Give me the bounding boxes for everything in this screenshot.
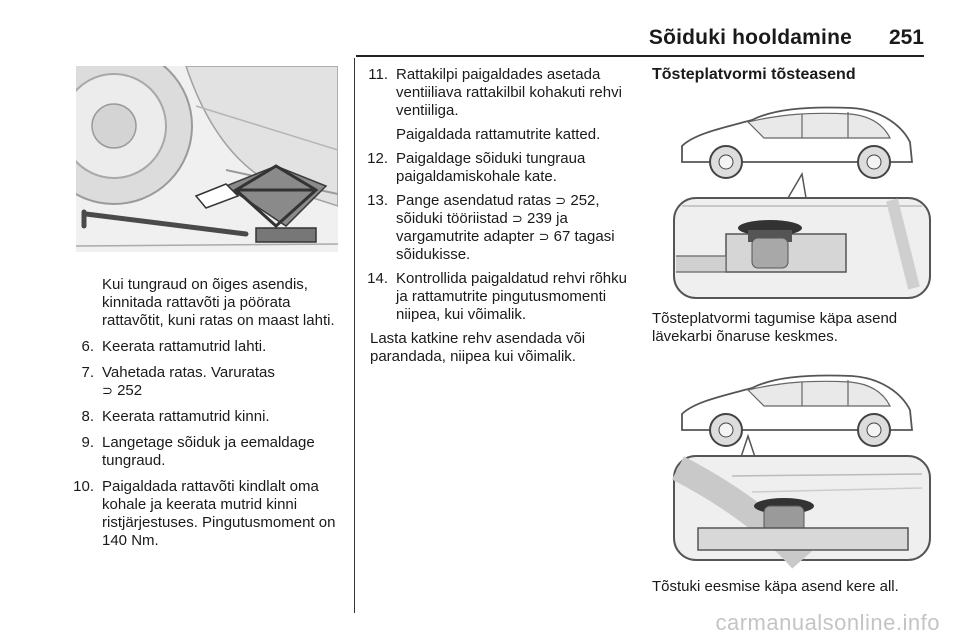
step-item: 8. Keerata rattamutrid kinni. <box>81 408 270 425</box>
column-divider <box>354 58 355 613</box>
page-number: 251 <box>888 26 924 49</box>
page-ref-icon: ⊃ <box>555 193 567 208</box>
page-ref-icon: ⊃ <box>511 211 523 226</box>
step-item: 12. Paigaldage sõiduki tungraua paigaldamiskohale kate. <box>367 150 586 185</box>
column-2 <box>366 66 636 366</box>
column-1 <box>70 66 346 558</box>
step-item: 14. Kontrollida paigaldatud rehvi rõhku ja rattamutrite pingutusmomenti niipea, kui võimalik. <box>367 270 627 323</box>
header-title: Sõiduki hooldamine <box>648 26 852 49</box>
column-3 <box>652 66 932 596</box>
page-ref[interactable]: 239 <box>526 210 553 227</box>
intro-paragraph: Kui tungraud on õiges asendis, kinnitada rattavõti ja pöörata rattavõtit, kuni ratas on maast lahti. <box>102 276 335 329</box>
steps-list-1 <box>70 338 346 550</box>
step-item: 13. Pange asendatud ratas ⊃ 252, sõiduki tööriistad ⊃ 239 ja vargamutrite adapter ⊃ 67 tagasi sõidukisse. <box>367 192 615 263</box>
page-ref[interactable]: 252 <box>570 192 596 209</box>
page-ref[interactable]: 252 <box>117 382 143 399</box>
page-ref-icon: ⊃ <box>102 383 113 398</box>
page-ref[interactable]: 67 <box>553 228 571 245</box>
figure-caption-1: Tõsteplatvormi tagumise käpa asend lävekarbi õnaruse keskmes. <box>652 310 898 345</box>
step-item: 11. Rattakilpi paigaldades asetada ventiiliava rattakilbil kohakuti rehvi ventiiliga. Paigaldada rattamutrite katted. <box>368 66 622 143</box>
final-note: Lasta katkine rehv asendada või parandada, niipea kui võimalik. <box>370 330 586 365</box>
steps-list-2 <box>366 66 636 324</box>
page-ref-icon: ⊃ <box>538 229 550 244</box>
watermark: carmanualsonline.info <box>715 610 940 635</box>
jack-drawing <box>76 66 338 252</box>
jack-illustration <box>76 66 338 252</box>
rear-lift-illustration <box>652 88 932 302</box>
step-item: 10. Paigaldada rattavõti kindlalt oma kohale ja keerata mutrid kinni ristjärjestuses. Pingutusmoment on 140 Nm. <box>73 478 336 549</box>
rear-lift-drawing <box>652 88 932 302</box>
section-title: Tõsteplatvormi tõsteasend <box>652 66 856 83</box>
figure-caption-2: Tõstuki eesmise käpa asend kere all. <box>652 578 899 595</box>
step-item: 6. Keerata rattamutrid lahti. <box>81 338 267 355</box>
front-lift-illustration <box>652 356 932 570</box>
page-header <box>0 0 960 58</box>
header-rule <box>356 55 924 57</box>
step-item: 9. Langetage sõiduk ja eemaldage tungraud. <box>81 434 315 469</box>
step-item: 7. Vahetada ratas. Varuratas ⊃ 252 <box>81 364 275 399</box>
front-lift-drawing <box>652 356 932 570</box>
